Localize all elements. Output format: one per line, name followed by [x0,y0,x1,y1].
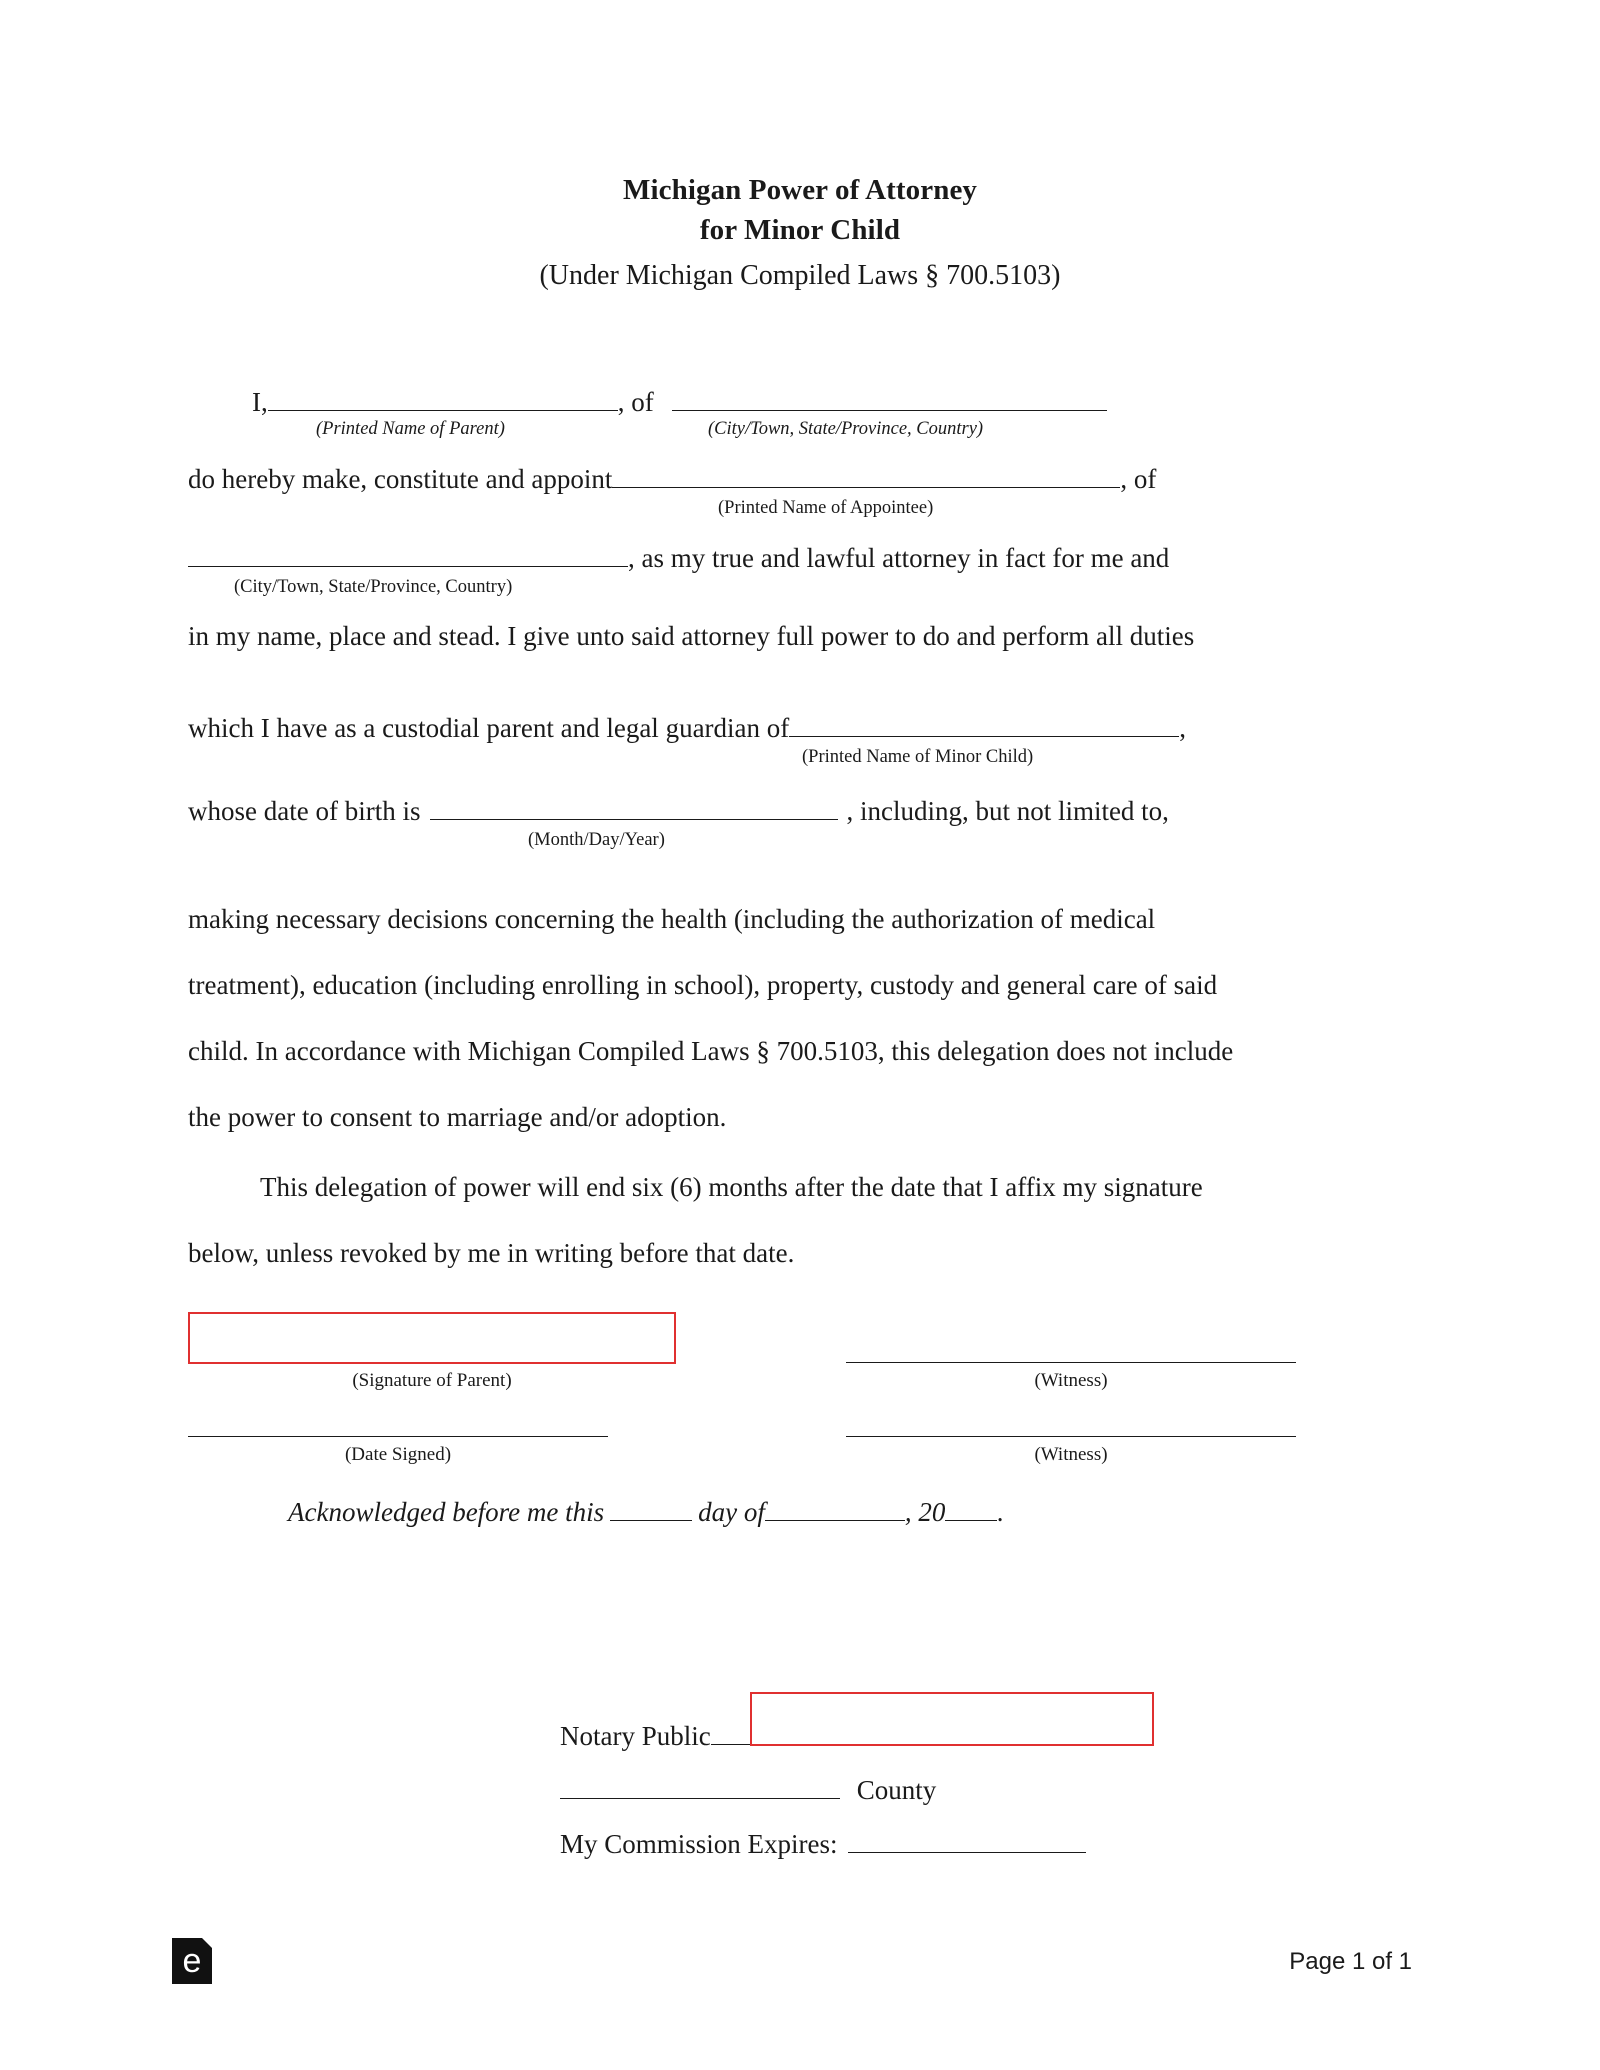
ack-text-2: day of [698,1497,765,1527]
document-title-block [188,170,1412,298]
duration-paragraph [188,1154,1412,1286]
parent-intro-text: I, [252,387,268,417]
duration-paragraph-line-1 [188,1154,1412,1220]
statute-reference: (Under Michigan Compiled Laws § 700.5103) [539,260,1061,291]
parent-city-field[interactable] [672,384,1107,411]
notary-commission-row [560,1826,1180,1880]
powers-paragraph-line-1: making necessary decisions concerning the health (including the authorization of medical [188,904,1156,934]
notary-public-label: Notary Public [560,1721,711,1751]
caption-month-day-year: (Month/Day/Year) [528,830,665,850]
appointee-name-field[interactable] [612,461,1120,488]
appointee-city-captions [188,573,1412,595]
notary-block [560,1718,1180,1880]
appointee-city-row [188,540,1412,573]
ack-day-field[interactable] [610,1494,692,1521]
dob-captions [188,826,1412,848]
signature-area [188,1304,1412,1527]
minor-child-captions [188,743,1412,765]
witness1-field[interactable] [846,1362,1296,1363]
date-of-birth-row [188,793,1412,826]
appointee-row [188,461,1412,494]
notary-public-row [560,1718,1180,1772]
appointee-captions [188,494,1412,516]
witness2-field[interactable] [846,1436,1296,1437]
powers-paragraph-line-4: the power to consent to marriage and/or adoption. [188,1102,727,1132]
caption-city-parent: (City/Town, State/Province, Country) [708,419,984,439]
guardian-lead-text: which I have as a custodial parent and legal guardian of [188,713,790,743]
caption-city-appointee: (City/Town, State/Province, Country) [234,577,513,597]
appoint-of-text: , of [1120,464,1157,494]
notary-public-highlight[interactable] [750,1692,1154,1746]
powers-paragraph-line-3: child. In accordance with Michigan Compiled Laws § 700.5103, this delegation does not include [188,1036,1234,1066]
acknowledgement-line [288,1494,1004,1528]
dob-tail-text: , including, but not limited to, [846,796,1169,826]
caption-printed-name-minor: (Printed Name of Minor Child) [802,747,1034,767]
commission-expires-field[interactable] [848,1826,1086,1853]
parent-identity-row [188,384,1412,417]
minor-child-row [188,710,1412,743]
document-content [188,0,1412,1527]
stead-line: in my name, place and stead. I give unto said attorney full power to do and perform all duties [188,621,1195,651]
caption-witness-2: (Witness) [1034,1444,1108,1465]
parent-of-text: , of [617,387,654,417]
appointee-city-tail: , as my true and lawful attorney in fact for me and [628,543,1170,573]
notary-county-field[interactable] [560,1772,840,1799]
minor-child-name-field[interactable] [789,710,1179,737]
guardian-tail-text: , [1179,713,1187,743]
page-indicator: Page 1 of 1 [1289,1948,1412,1975]
ack-month-field[interactable] [765,1494,905,1521]
page-subtitle: for Minor Child [699,214,901,246]
logo-fold-corner [202,1938,212,1948]
parent-identity-captions [188,417,1412,439]
ack-text-4: . [997,1497,1005,1527]
powers-paragraph [188,886,1412,1150]
caption-date-signed: (Date Signed) [344,1444,452,1465]
parent-name-field[interactable] [268,384,618,411]
caption-printed-name-appointee: (Printed Name of Appointee) [718,498,934,518]
caption-parent-signature: (Signature of Parent) [352,1370,512,1391]
powers-statement-row [188,621,1412,651]
notary-county-row [560,1772,1180,1826]
caption-printed-name-parent: (Printed Name of Parent) [316,419,505,439]
page-title: Michigan Power of Attorney [622,174,978,206]
eforms-logo-icon [172,1938,212,1984]
appoint-text: do hereby make, constitute and appoint [188,464,613,494]
date-of-birth-field[interactable] [430,793,838,820]
dob-lead-text: whose date of birth is [188,796,421,826]
appointee-city-field[interactable] [188,540,628,567]
commission-expires-label: My Commission Expires: [560,1829,838,1859]
duration-text-1: This delegation of power will end six (6) months after the date that I affix my signature [260,1172,1203,1202]
duration-paragraph-line-2: below, unless revoked by me in writing before that date. [188,1238,795,1268]
notary-county-label: County [856,1775,937,1805]
ack-year-field[interactable] [945,1494,997,1521]
ack-text-1: Acknowledged before me this [288,1497,605,1527]
caption-witness-1: (Witness) [1034,1370,1108,1391]
parent-signature-field[interactable] [188,1312,676,1364]
logo-letter: e [182,1942,202,1980]
date-signed-field[interactable] [188,1436,608,1437]
ack-text-3: , 20 [904,1497,946,1527]
powers-paragraph-line-2: treatment), education (including enrolling in school), property, custody and general care of said [188,970,1218,1000]
